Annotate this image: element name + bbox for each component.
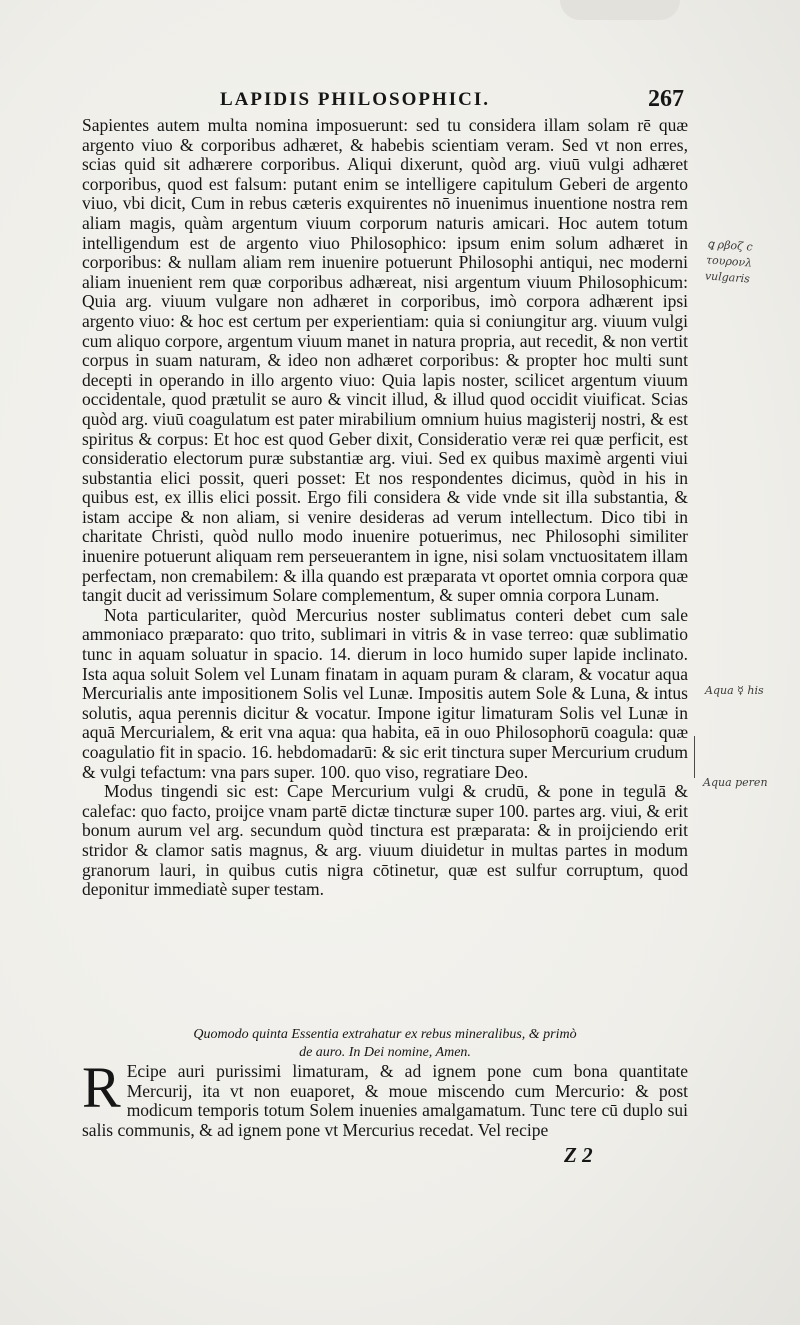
- marginal-note-3: Aqua peren: [703, 776, 768, 789]
- paragraph-3: Modus tingendi sic est: Cape Mercurium vulgi & crudū, & pone in tegulā & calefac: quo facto, proijce vnam partē dictæ tincturæ super 100. partes arg. viui, & erit bonum aurum vel arg. secundum quòd tinctura est præparata: & in proijciendo erit stridor & clamor satis magnus, & arg. viuum diuidetur in multas partes in modum granorum lauri, in quibus cutis nigra cōtinetur, quæ est sulfur corruptum, quod deponitur immediatè super testam.: [82, 781, 688, 900]
- paragraph-2: Nota particulariter, quòd Mercurius noster sublimatus conteri debet cum sale ammoniaco præparato: quo trito, sublimari in vitris & in vase terreo: quæ sublimatio tunc in aquam soluatur in spacio. 14. dierum in loco humido super lapide inclinato. Ista aqua soluit Solem vel Lunam finatam in aquam puram & claram, & vocatur aqua Mercurialis ante impositionem Solis vel Lunæ. Impositis autem Sole & Luna, & intus solutis, aqua perennis dicitur & vocatur. Impone igitur limaturam Solis vel Lunæ in aquā Mercurialem, & erit vna aqua: qua habita, eā in ouo Philosophorū coagula: quæ coagulatio fit in spacio. 16. hebdomadarū: & sic erit tinctura super Mercurium crudum & vulgi tefactum: vna pars super. 100. quo viso, regratiare Deo.: [82, 604, 688, 782]
- marginal-note-1-line-2: τουρονλ: [705, 253, 753, 270]
- page-stain: [560, 0, 680, 20]
- margin-bracket: [688, 736, 695, 778]
- marginal-note-2: Aqua ☿ his: [705, 684, 764, 697]
- marginal-note-1-line-1: ꝗ ρβοζ c: [706, 237, 754, 254]
- marginal-note-1-line-3: vulgaris: [704, 269, 751, 286]
- marginal-note-1: [704, 236, 753, 287]
- recipe-text: Ecipe auri purissimi limaturam, & ad ignem pone cum bona quantitate Mercurij, ita vt non euaporet, & moue miscendo cum Mercurio: & post modicum temporis totum Solem inuenies amalgamatum. Tunc tere cū duplo sui salis communis, & ad ignem pone vt Mercurius recedat. Vel recipe: [82, 1061, 688, 1140]
- running-head: LAPIDIS PHILOSOPHICI.: [220, 89, 491, 110]
- drop-cap: R: [82, 1055, 121, 1120]
- section-subheading: [82, 1026, 688, 1062]
- paragraph-1: Sapientes autem multa nomina imposuerunt: sed tu considera illam solam rē quæ argento viuo & corporibus adhæret, & habebis scientiam veram. Sed vt non erres, scias quid sit adhærere corporibus. Aliqui dixerunt, quòd arg. viuū vulgi adhæret corporibus, quod est falsum: putant enim se intelligere capitulum Geberi de argento viuo, vbi dicit, Cum in rebus cæteris exquirentes nō inuenimus inuentione nostra rem aliam magis, quàm argentum viuum corporum naturis amicari. Hoc autem totum intelligendum est de argento viuo Philosophico: ipsum enim solum adhæret in corporibus: & nullam aliam rem inuenire potuerunt Philosophi antiqui, nec moderni aliam inuenient rem quæ corporibus adhæreat, nisi argentum viuum Philosophicum: Quia arg. viuum vulgare non adhæret in corporibus, imò corpora adhærent ipsi argento viuo: & hoc est certum per experientiam: quia si coniungitur arg. viuum vulgi cum aliquo corpore, argentum viuum manet in natura propria, aut recedit, & non vertit corpus in suam naturam, & ideo non adhæret corporibus: & propter hoc multi sunt decepti in operando in illo argento viuo: Quia lapis noster, scilicet argentum viuum occidentale, quod prætulit se auro & vincit illud, & illud quod occidit viuificat. Scias quòd arg. viuū coagulatum est pater mirabilium omnium huius magisterij nostri, & est spiritus & corpus: Et hoc est quod Geber dixit, Consideratio veræ rei quæ perficit, est consideratio electorum puræ substantiæ arg. viui. Sed ex quibus maximè argenti viui substantia elici possit, queri posset: Et nos respondentes dicimus, quòd in his in quibus est, ex illis elici possit. Ergo fili considera & vide vnde sit illa substantia, & istam accipe & non aliam, si venire desideras ad verum intellectum. Dico tibi in charitate Christi, quòd nullo modo inuenire potuerimus, nec Philosophi similiter inuenire potuerunt aliquam rem perseuerantem in igne, nisi solam vnctuositatem illam perfectam, non cremabilem: & illa quando est præparata vt oportet omnia corpora quæ tangit ducit ad verissimum Solare complementum, & super omnia corpora Lunam.: [82, 115, 688, 606]
- recipe-paragraph: [82, 1055, 688, 1140]
- page-header: [0, 86, 800, 116]
- main-text: [82, 116, 688, 900]
- subheading-line-1: Quomodo quinta Essentia extrahatur ex rebus mineralibus, & primò: [193, 1027, 577, 1042]
- signature-mark: Z 2: [564, 1143, 593, 1167]
- subheading-line-2: de auro. In Dei nomine, Amen.: [299, 1045, 471, 1060]
- page-number: 267: [648, 86, 684, 112]
